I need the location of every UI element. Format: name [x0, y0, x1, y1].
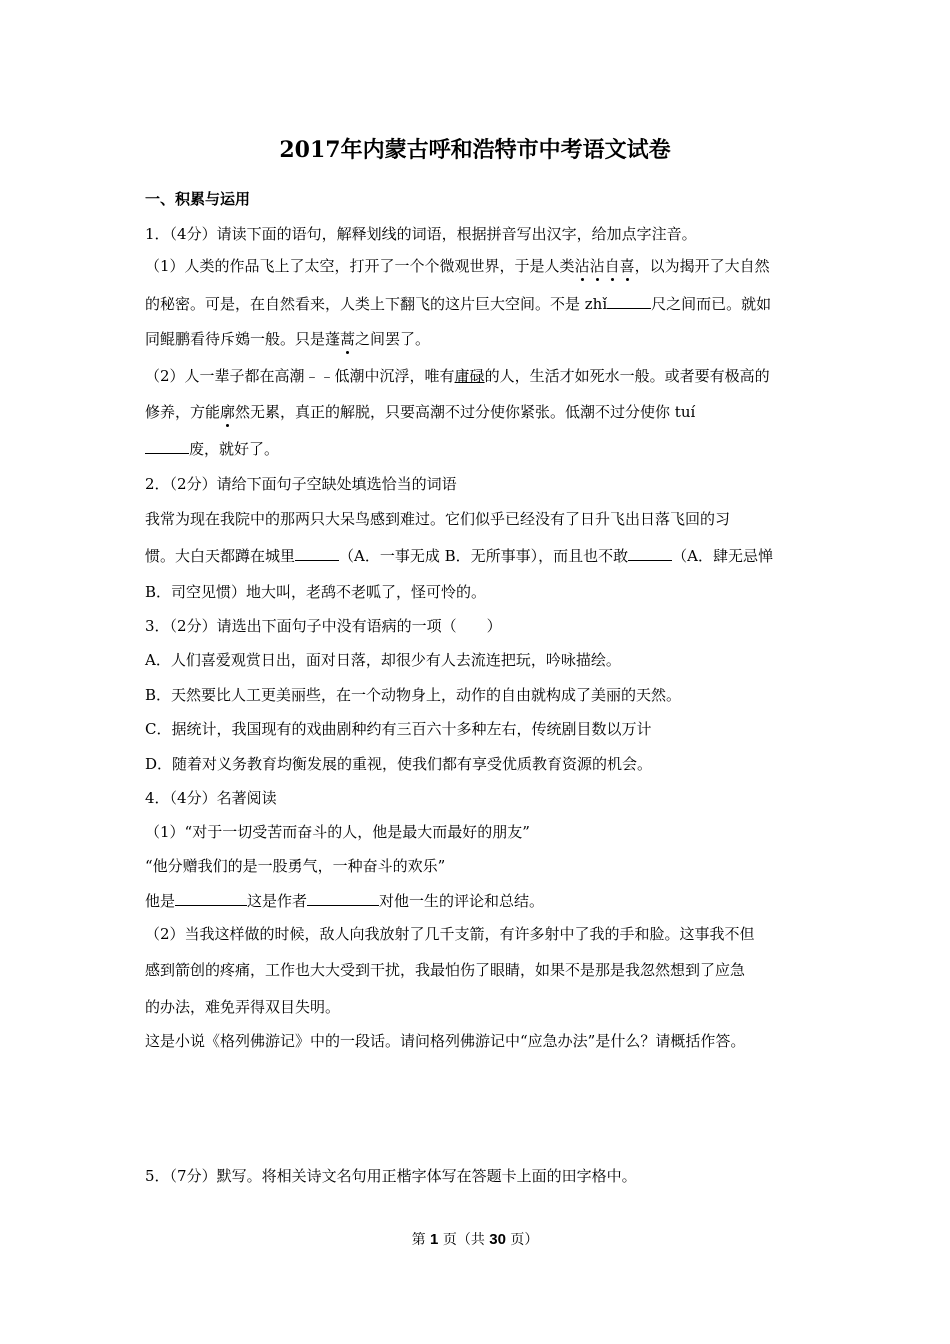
- q1-passage2-line2: [145, 402, 815, 422]
- q4-sub1-line3: [145, 890, 815, 911]
- answer-blank[interactable]: [145, 438, 189, 454]
- page-title: 2017年内蒙古呼和浩特市中考语文试卷: [279, 137, 671, 163]
- q4-sub2-line3: 的办法，难免弄得双目失明。: [145, 998, 341, 1016]
- text-run: 尺之间而已。就如: [651, 295, 772, 313]
- underlined-word: 庸碌: [454, 367, 485, 385]
- text-run: （A．肆无忌惮: [672, 547, 773, 565]
- footer-text: 页（共: [438, 1232, 490, 1248]
- section-heading: 一、积累与运用: [145, 190, 251, 208]
- text-run: 对他一生的评论和总结。: [379, 892, 545, 910]
- answer-blank[interactable]: [307, 890, 379, 906]
- dotted-char: 沾: [574, 257, 590, 275]
- q3-option-c: C．据统计，我国现有的戏曲剧种约有三百六十多种左右，传统剧目数以万计: [145, 720, 652, 738]
- answer-blank[interactable]: [628, 545, 672, 561]
- question-4-heading: 4．（4分）名著阅读: [145, 789, 277, 807]
- dotted-char: 自: [604, 257, 620, 275]
- dotted-char: 沾: [589, 257, 605, 275]
- text-run: 他是: [145, 892, 176, 910]
- text-run: 废，就好了。: [189, 440, 280, 458]
- text-run: 修养，方能: [145, 403, 221, 421]
- q2-line3: B．司空见惯）地大叫，老鸹不老呱了，怪可怜的。: [145, 583, 487, 601]
- text-run: 同鲲鹏看待斥鴳一般。只是蓬: [145, 330, 341, 348]
- text-run: 的秘密。可是，在自然看来，人类上下翻飞的这片巨大空间。不是 zhǐ: [145, 295, 608, 313]
- page-total: 30: [489, 1231, 506, 1248]
- q4-sub2-line2: 感到箭创的疼痛，工作也大大受到干扰，我最怕伤了眼睛，如果不是那是我忽然想到了应急: [145, 961, 746, 979]
- footer-text: 第: [411, 1232, 431, 1248]
- text-run: 的人，生活才如死水一般。或者要有极高的: [484, 367, 770, 385]
- dotted-char: 廓: [220, 403, 236, 421]
- q4-sub1-line2: “他分赠我们的是一股勇气，一种奋斗的欢乐”: [145, 857, 446, 875]
- answer-blank[interactable]: [295, 545, 339, 561]
- answer-blank[interactable]: [175, 890, 247, 906]
- page-number: 1: [430, 1231, 439, 1248]
- q2-line2: [145, 545, 815, 566]
- q1-passage2-line3: [145, 438, 815, 459]
- dotted-char: 喜: [619, 257, 635, 275]
- question-2-heading: 2．（2分）请给下面句子空缺处填选恰当的词语: [145, 475, 457, 493]
- text-run: （1）人类的作品飞上了太空，打开了一个个微观世界，于是人类: [145, 257, 575, 275]
- page-footer: [0, 1230, 950, 1250]
- question-5-heading: 5．（7分）默写。将相关诗文名句用正楷字体写在答题卡上面的田字格中。: [145, 1167, 637, 1185]
- q1-passage1-line1: [145, 256, 815, 276]
- q3-option-a: A．人们喜爱观赏日出，面对日落，却很少有人去流连把玩，吟咏描绘。: [145, 651, 621, 669]
- question-1-heading: 1．（4分）请读下面的语句，解释划线的词语，根据拼音写出汉字，给加点字注音。: [145, 225, 697, 243]
- q4-sub2-line1: （2）当我这样做的时候，敌人向我放射了几千支箭，有许多射中了我的手和脸。这事我不但: [145, 925, 755, 943]
- dotted-char: 蒿: [340, 330, 356, 348]
- answer-blank[interactable]: [607, 293, 651, 309]
- q4-sub1-line1: （1）“对于一切受苦而奋斗的人，他是最大而最好的朋友”: [145, 823, 530, 841]
- text-run: 这是作者: [247, 892, 308, 910]
- q1-passage1-line3: [145, 329, 815, 349]
- text-run: 之间罢了。: [355, 330, 431, 348]
- q1-passage2-line1: [145, 366, 815, 386]
- q4-sub2-line4: 这是小说《格列佛游记》中的一段话。请问格列佛游记中“应急办法”是什么？请概括作答。: [145, 1032, 746, 1050]
- text-run: （2）人一辈子都在高潮﹣﹣低潮中沉浮，唯有: [145, 367, 455, 385]
- text-run: （A．一事无成 B．无所事事），而且也不敢: [339, 547, 629, 565]
- q1-passage1-line2: [145, 293, 815, 314]
- question-3-heading: 3．（2分）请选出下面句子中没有语病的一项（ ）: [145, 617, 502, 635]
- text-run: ，以为揭开了大自然: [634, 257, 770, 275]
- q2-line1: 我常为现在我院中的那两只大呆鸟感到难过。它们似乎已经没有了日升飞出日落飞回的习: [145, 510, 731, 528]
- text-run: 然无累，真正的解脱，只要高潮不过分使你紧张。低潮不过分使你 tuí: [235, 403, 696, 421]
- footer-text: 页）: [505, 1232, 539, 1248]
- q3-option-b: B．天然要比人工更美丽些，在一个动物身上，动作的自由就构成了美丽的天然。: [145, 686, 682, 704]
- q3-option-d: D．随着对义务教育均衡发展的重视，使我们都有享受优质教育资源的机会。: [145, 755, 653, 773]
- text-run: 惯。大白天都蹲在城里: [145, 547, 296, 565]
